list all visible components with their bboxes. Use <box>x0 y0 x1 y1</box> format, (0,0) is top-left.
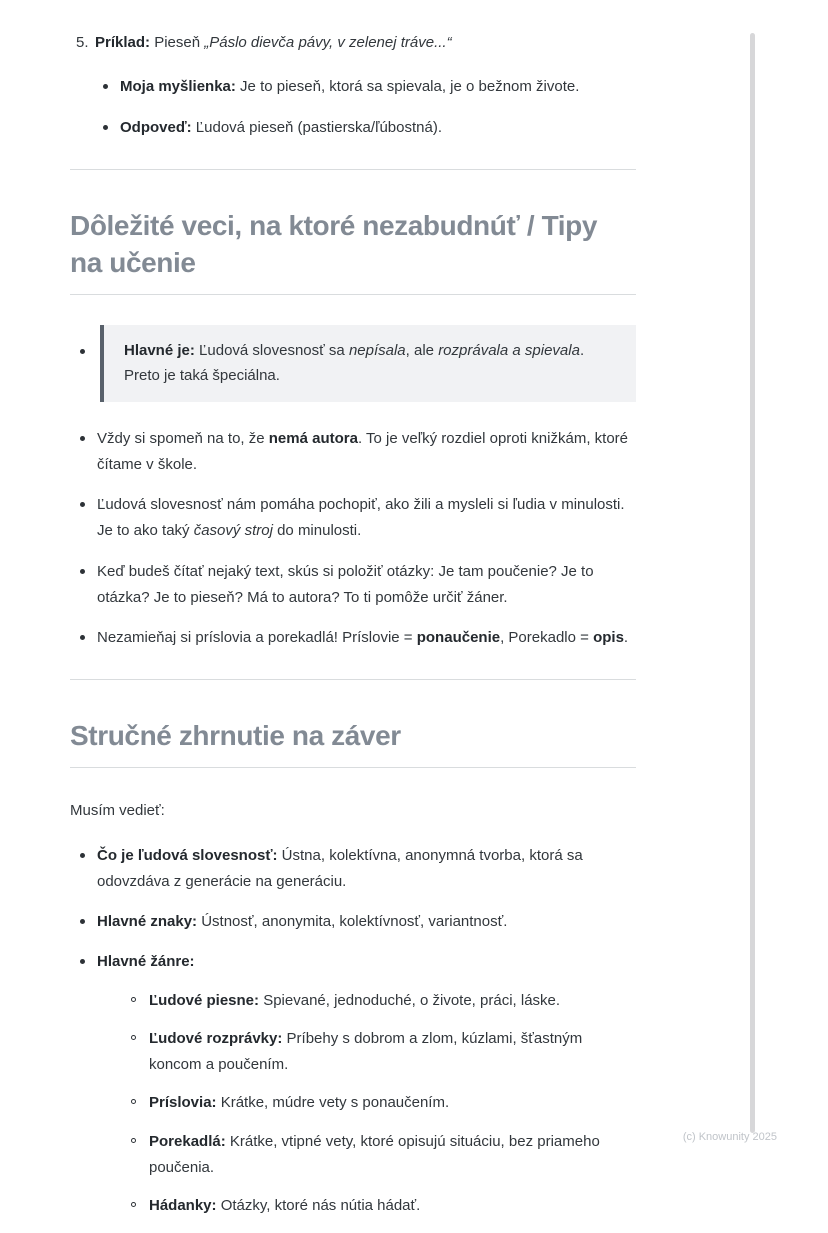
bullet-text: Hádanky: Otázky, ktoré nás nútia hádať. <box>149 1197 421 1215</box>
sub-list-item <box>97 988 636 1014</box>
list-item <box>70 559 636 612</box>
summary-intro: Musím vedieť: <box>70 802 165 820</box>
bullet-text: Čo je ľudová slovesnosť: Ústna, kolektívna, anonymná tvorba, ktorá sa odovzdáva z generácie na generáciu. <box>97 846 583 890</box>
scrollbar[interactable] <box>750 33 755 1133</box>
item-number: 5. <box>76 34 89 51</box>
divider <box>70 679 636 680</box>
bullet-icon <box>80 349 85 354</box>
bullet-text: Hlavné žánre: <box>97 953 195 971</box>
sub-list-item <box>97 1026 636 1079</box>
section-title-summary: Stručné zhrnutie na záver <box>70 720 401 752</box>
summary-list <box>70 843 636 1220</box>
bullet-text: Príslovia: Krátke, múdre vety s ponaučením. <box>149 1094 450 1112</box>
bullet-text: Hlavné znaky: Ústnosť, anonymita, kolektívnosť, variantnosť. <box>97 913 508 931</box>
list-item <box>70 492 636 545</box>
numbered-item <box>70 30 636 56</box>
tips-list <box>70 325 636 652</box>
bullet-text: Nezamieňaj si príslovia a porekadlá! Príslovie = ponaučenie, Porekadlo = opis. <box>97 629 629 647</box>
bullet-icon <box>80 569 85 574</box>
section-title-tips: Dôležité veci, na ktoré nezabudnúť / Tipy na učenie <box>70 209 598 278</box>
bullet-icon <box>80 919 85 924</box>
bullet-icon <box>103 84 108 89</box>
bullet-icon <box>80 436 85 441</box>
divider <box>70 169 636 170</box>
sub-list-item <box>97 1090 636 1116</box>
callout-text: Hlavné je: Ľudová slovesnosť sa nepísala, ale rozprávala a spievala. Preto je taká špeciálna. <box>124 341 585 385</box>
circle-bullet-icon <box>131 997 136 1002</box>
circle-bullet-icon <box>131 1035 136 1040</box>
bullet-text: Vždy si spomeň na to, že nemá autora. To je veľký rozdiel oproti knižkám, ktoré čítame v škole. <box>97 429 629 473</box>
bullet-icon <box>80 853 85 858</box>
bullet-icon <box>103 125 108 130</box>
list-item <box>70 843 636 896</box>
example-answer-list <box>70 74 636 141</box>
bullet-text: Moja myšlienka: Je to pieseň, ktorá sa spievala, je o bežnom živote. <box>120 78 580 96</box>
list-item <box>70 625 636 651</box>
sub-list-item <box>97 1129 636 1182</box>
circle-bullet-icon <box>131 1138 136 1143</box>
list-item <box>70 426 636 479</box>
document-content <box>70 0 636 1233</box>
bullet-text: Odpoveď: Ľudová pieseň (pastierska/ľúbostná). <box>120 118 442 136</box>
bullet-text: Ľudové rozprávky: Príbehy s dobrom a zlom, kúzlami, šťastným koncom a poučením. <box>149 1029 583 1074</box>
bullet-icon <box>80 502 85 507</box>
genres-sublist <box>97 988 636 1220</box>
list-item <box>70 909 636 935</box>
circle-bullet-icon <box>131 1099 136 1104</box>
list-item-callout <box>70 325 636 402</box>
bullet-icon <box>80 635 85 640</box>
bullet-text: Keď budeš čítať nejaký text, skús si položiť otázky: Je tam poučenie? Je to otázka? Je to pieseň? Má to autora? To ti pomôže určiť žáner. <box>97 562 594 606</box>
circle-bullet-icon <box>131 1202 136 1207</box>
bullet-text: Ľudová slovesnosť nám pomáha pochopiť, ako žili a mysleli si ľudia v minulosti. Je to ako taký časový stroj do minulosti. <box>97 496 625 540</box>
list-item <box>70 949 636 1219</box>
callout-box <box>100 325 636 402</box>
list-item <box>70 115 636 141</box>
list-item <box>70 74 636 100</box>
bullet-icon <box>80 959 85 964</box>
divider <box>70 294 636 295</box>
bullet-text: Porekadlá: Krátke, vtipné vety, ktoré opisujú situáciu, bez priameho poučenia. <box>149 1132 600 1176</box>
sub-list-item <box>97 1193 636 1219</box>
bullet-text: Ľudové piesne: Spievané, jednoduché, o živote, práci, láske. <box>149 991 561 1009</box>
footer-credit: (c) Knowunity 2025 <box>682 1131 777 1143</box>
divider <box>70 767 636 768</box>
item-text: Príklad: Pieseň „Páslo dievča pávy, v zelenej tráve...“ <box>95 34 452 51</box>
